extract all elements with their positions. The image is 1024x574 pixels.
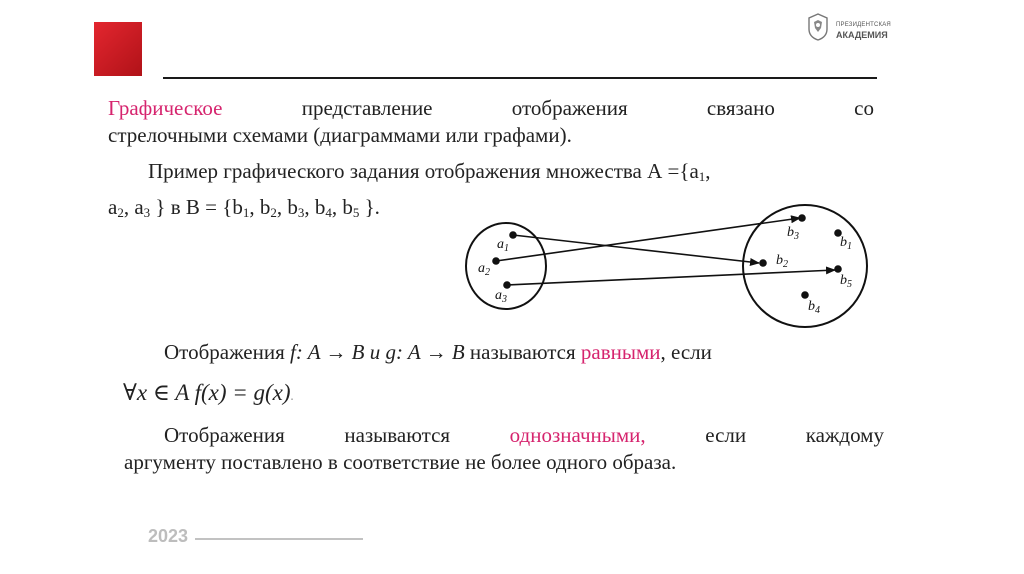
academy-logo: [805, 12, 891, 52]
eagle-emblem-icon: [805, 12, 831, 42]
word: представление: [301, 96, 433, 120]
arrow-a1-b2: [513, 235, 759, 263]
text: называются: [464, 340, 581, 364]
label-b5: $b_5$: [840, 273, 852, 290]
word: связано: [706, 96, 775, 120]
text: , если: [660, 340, 712, 364]
subscript: 2: [117, 205, 124, 220]
red-accent-square: [94, 22, 142, 76]
subscript: 2: [270, 205, 277, 220]
label-b3: $b_3$: [787, 225, 799, 242]
math-text: B: [446, 340, 465, 364]
set-element: , а: [123, 195, 144, 219]
set-b-start: } в В = {b: [150, 195, 243, 219]
set-b-end: }.: [359, 195, 380, 219]
subscript: 3: [143, 205, 151, 220]
label-a3: $a_3$: [495, 288, 507, 305]
arrow-a3-b5: [507, 270, 835, 285]
highlight-term: Графическое: [108, 96, 223, 120]
paragraph-line: аргументу поставлено в соответствие не более одного образа.: [124, 450, 677, 474]
separator: , b: [331, 195, 353, 219]
point-b4: [801, 291, 809, 299]
footer-divider: [195, 538, 363, 540]
highlight-term: однозначными,: [509, 423, 646, 447]
point-a2: [492, 257, 500, 265]
highlight-term: равными: [580, 340, 661, 364]
label-a2: $a_2$: [478, 261, 490, 278]
word: Отображения: [164, 423, 285, 447]
word: если: [705, 423, 747, 447]
arrow-a2-b3: [496, 218, 800, 261]
paragraph-line: стрелочными схемами (диаграммами или графами).: [108, 123, 572, 147]
word: со: [854, 96, 874, 120]
equality-formula: [123, 380, 294, 406]
mapping-diagram: [460, 196, 900, 330]
subscript: 1: [242, 205, 250, 220]
separator: , b: [304, 195, 326, 219]
label-b1: $b_1$: [840, 235, 852, 252]
label-a1: $a_1$: [497, 237, 509, 254]
paragraph-single-valued: [124, 422, 884, 476]
point-b2: [759, 259, 767, 267]
point-a1: [509, 231, 517, 239]
formula-dot: .: [290, 389, 295, 404]
text: Отображения: [164, 340, 291, 364]
example-text: Пример графического задания отображения множества А ={а: [148, 159, 699, 183]
logo-line-2: АКАДЕМИЯ: [836, 30, 888, 40]
paragraph-equal-mappings: [164, 337, 712, 367]
label-b2: $b_2$: [776, 253, 788, 270]
separator: , b: [276, 195, 298, 219]
header-divider: [163, 77, 877, 79]
arrow-icon: →: [325, 340, 347, 364]
math-text: B и g: A: [346, 340, 426, 364]
separator: , b: [249, 195, 271, 219]
point-b5: [834, 265, 842, 273]
arrow-icon: →: [425, 340, 447, 364]
word: каждому: [805, 423, 884, 447]
paragraph-graphical-representation: [108, 95, 874, 149]
subscript: 5: [352, 205, 360, 220]
point-b3: [798, 214, 806, 222]
set-element: а: [108, 195, 118, 219]
word: называются: [344, 423, 451, 447]
footer-year: 2023: [148, 526, 189, 546]
logo-line-1: ПРЕЗИДЕНТСКАЯ: [836, 22, 891, 28]
punctuation: ,: [705, 159, 711, 183]
label-b4: $b_4$: [808, 299, 820, 316]
word: отображения: [511, 96, 628, 120]
subscript: 4: [325, 205, 332, 220]
subscript: 1: [698, 169, 706, 184]
formula-text: ∀x ∈ A f(x) = g(x): [123, 380, 291, 405]
point-a3: [503, 281, 511, 289]
math-text: f: A: [290, 340, 326, 364]
subscript: 3: [297, 205, 305, 220]
